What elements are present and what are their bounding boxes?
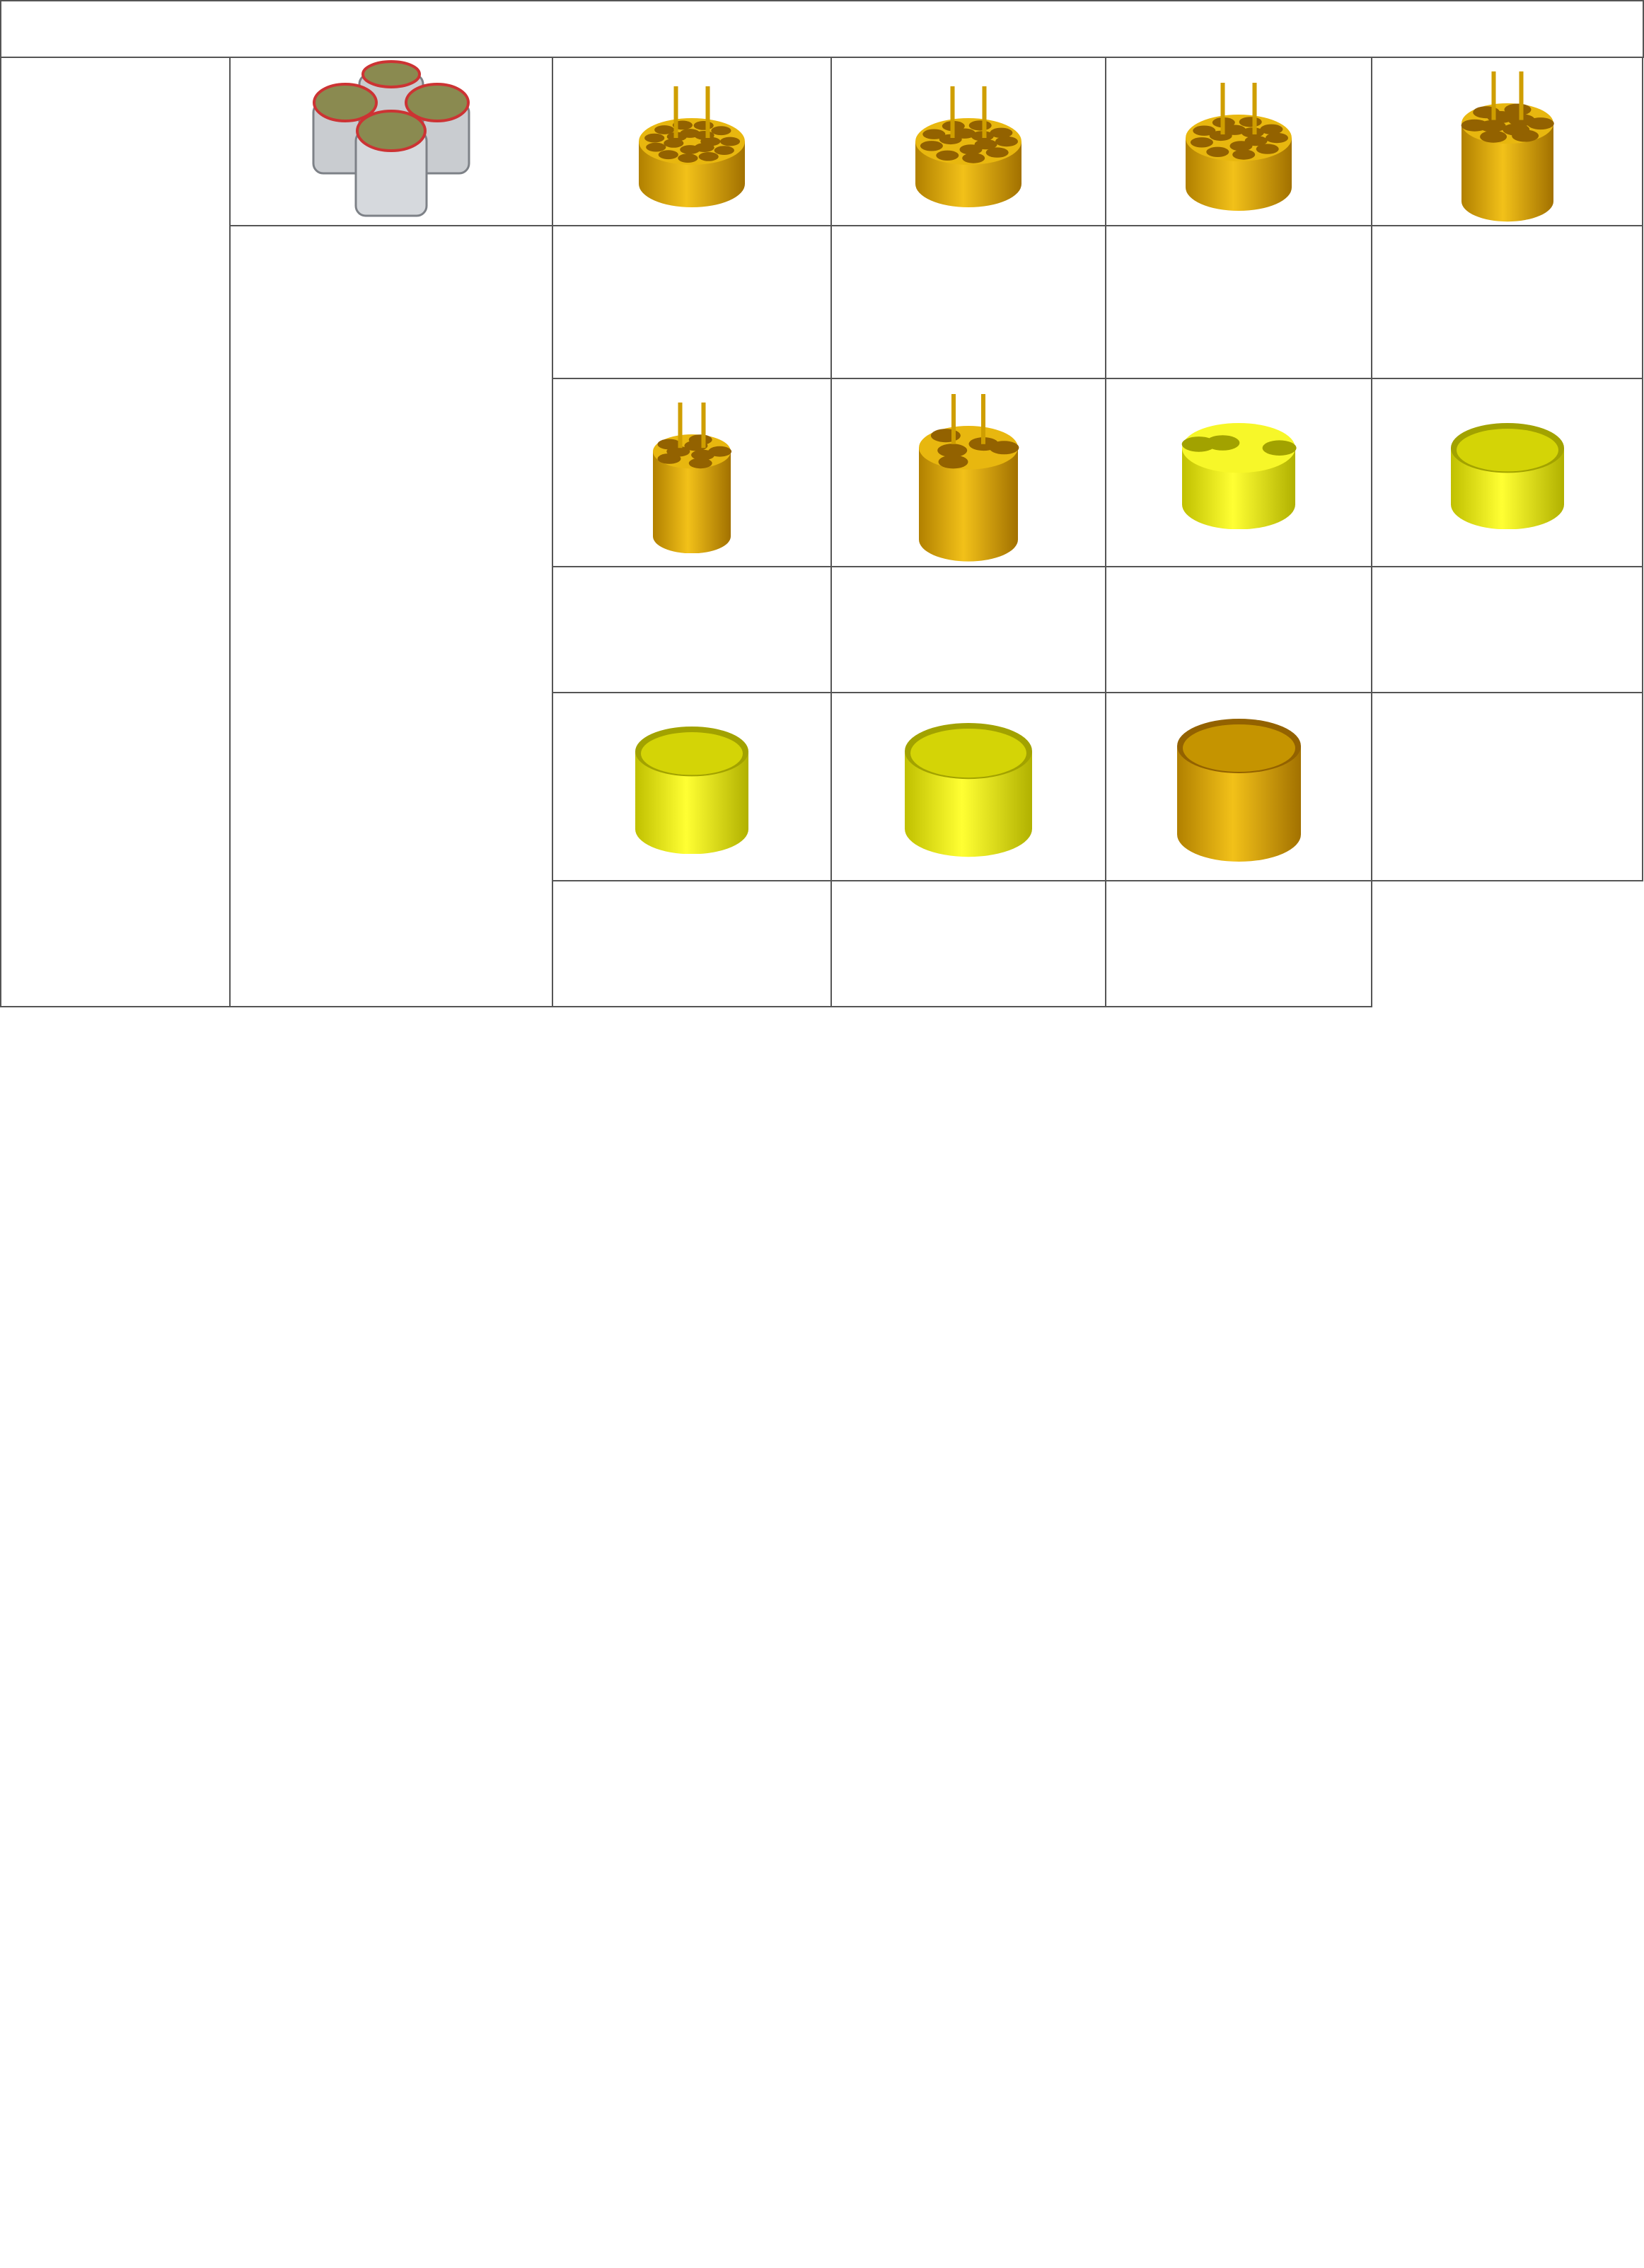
adapter-image-illustration — [1454, 61, 1561, 221]
adapter-image-cell — [1372, 693, 1643, 881]
adapter-spec-cell — [1106, 567, 1372, 693]
adapter-image-illustration — [628, 719, 756, 854]
adapter-image-cell — [832, 379, 1106, 567]
adapter-image-cell — [1372, 379, 1643, 567]
rotor-name-cell — [0, 58, 231, 1007]
adapter-image-illustration — [1170, 712, 1308, 862]
adapter-spec-cell — [1372, 567, 1643, 693]
adapter-image-cell — [1106, 58, 1372, 226]
table-title — [0, 0, 1644, 58]
adapter-image-illustration — [908, 76, 1029, 207]
adapter-spec-cell — [1106, 881, 1372, 1007]
adapter-image-cell — [832, 693, 1106, 881]
adapter-spec-cell — [1372, 226, 1643, 379]
rotor-spec-cell — [231, 226, 553, 1007]
adapter-image-cell — [553, 379, 832, 567]
adapter-image-cell — [553, 58, 832, 226]
adapter-image-cell — [1106, 379, 1372, 567]
adapter-image-illustration — [632, 76, 752, 207]
adapter-spec-cell — [832, 567, 1106, 693]
adapter-image-cell — [553, 693, 832, 881]
adapter-image-cell — [1372, 58, 1643, 226]
adapter-spec-cell — [1106, 226, 1372, 379]
adapter-image-illustration — [646, 392, 738, 553]
adapter-image-illustration — [898, 716, 1039, 857]
adapter-spec-cell — [553, 881, 832, 1007]
adapter-image-illustration — [1179, 72, 1299, 211]
adapter-spec-cell — [832, 881, 1106, 1007]
adapter-image-illustration — [1175, 416, 1302, 529]
adapter-spec-cell — [832, 226, 1106, 379]
adapter-spec-cell — [553, 567, 832, 693]
rotor-image-cell — [231, 58, 553, 226]
rotor-image-illustration — [285, 60, 497, 223]
adapter-image-illustration — [912, 383, 1025, 562]
adapter-spec-cell — [553, 226, 832, 379]
adapter-image-cell — [832, 58, 1106, 226]
adapter-image-cell — [1106, 693, 1372, 881]
adapter-image-illustration — [1444, 416, 1571, 529]
